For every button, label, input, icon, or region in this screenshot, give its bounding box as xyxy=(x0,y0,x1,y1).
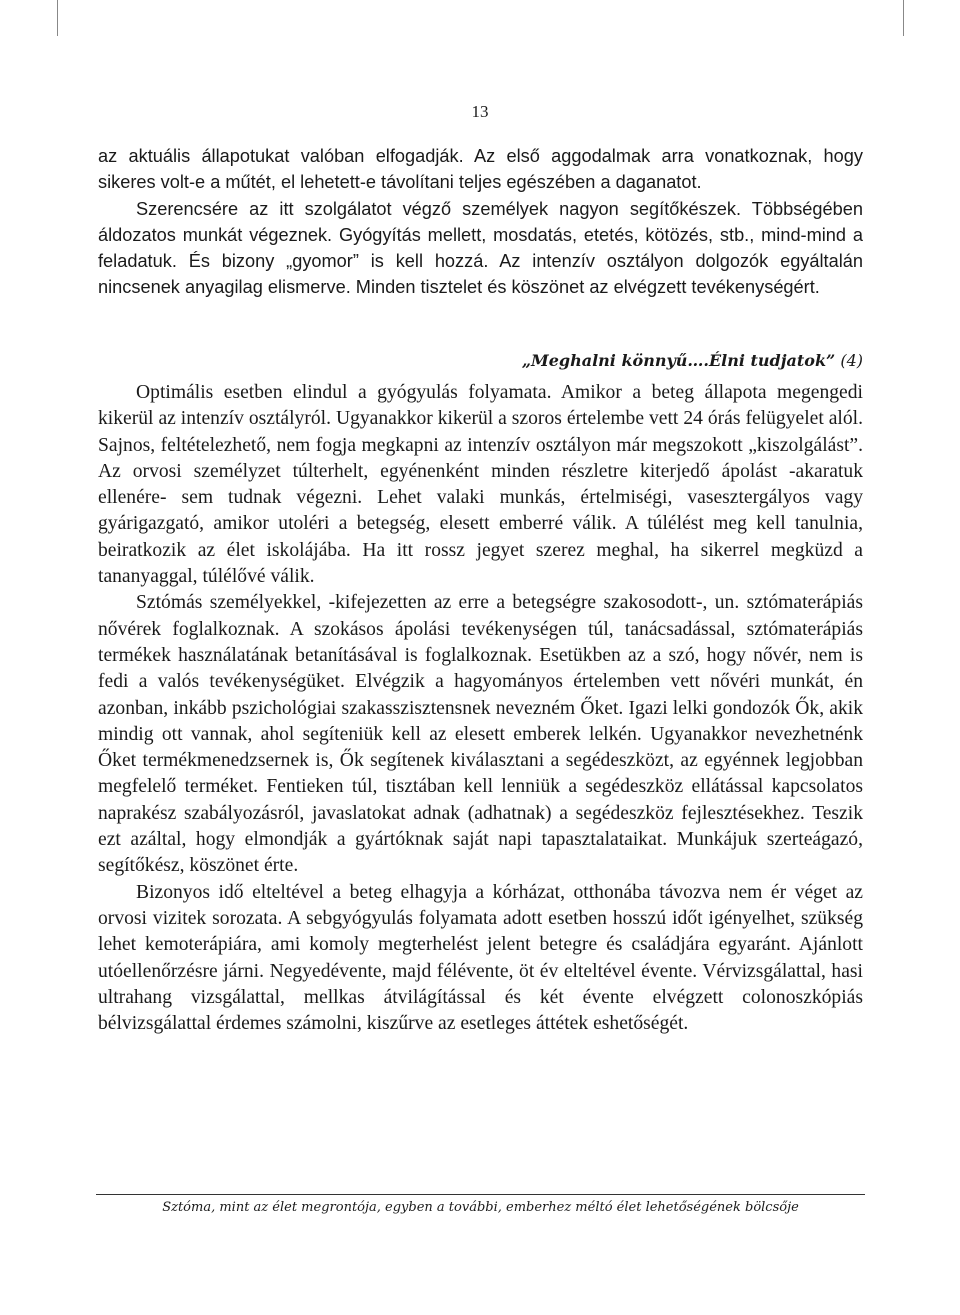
intro-text-block xyxy=(98,143,863,301)
section-heading xyxy=(98,349,863,373)
intro-paragraph-2: Szerencsére az itt szolgálatot végző személyek nagyon segítőkészek. Többségében áldozatos munkát végeznek. Gyógyítás mellett, mosdatás, etetés, kötözés, stb., mind-mind a feladatuk. És bizony „gyomor” is kell hozzá. Az intenzív osztályon dolgozók egyáltalán nincsenek anyagilag elismerve. Minden tisztelet és köszönet az elvégzett tevékenységért. xyxy=(98,198,863,298)
intro-paragraph-1: az aktuális állapotukat valóban elfogadják. Az első aggodalmak arra vonatkoznak, hogy sikeres volt-e a műtét, el lehetett-e távolítani teljes egészében a daganatot. xyxy=(98,146,863,193)
body-paragraph-2: Sztómás személyekkel, -kifejezetten az erre a betegségre szakosodott-, un. sztómaterápiás nővérek foglalkoznak. A szokásos ápolási tevékenységen túl, tanácsadással, sztómaterápiás termékek használatának betanításával is foglalkoznak. Esetükben az a szó, hogy nővér, nem is fedi a valós tevékenységüket. Elvégzik a hagyományos értelemben vett nővéri munkát, én azonban, inkább pszichológiai szakasszisztensnek nevezném Őket. Igazi lelki gondozók Ők, akik mindig ott vannak, ahol segíteniük kell az elesett emberek lelkén. Ugyanakkor nevezhetnénk Őket termékmenedzsernek is, Ők segítenek kiválasztani a segédeszközt, az egyénnek legjobban megfelelő terméket. Fentieken túl, tisztában kell lenniük a segédeszköz ellátással kapcsolatos naprakész szabályozásról, javaslatokat adnak (adhatnak) a segédeszköz fejlesztésekhez. Teszik ezt azáltal, hogy elmondják a gyártóknak saját napi tapasztalataikat. Munkájuk szerteágazó, segítőkész, köszönet érte. xyxy=(98,592,863,877)
section-heading-number: (4) xyxy=(835,351,863,370)
footer-divider xyxy=(96,1194,865,1195)
page-number: 13 xyxy=(471,102,489,121)
running-footer: Sztóma, mint az élet megrontója, egyben a további, emberhez méltó élet lehetőségének bölcsője xyxy=(162,1200,799,1215)
body-paragraph-3: Bizonyos idő elteltével a beteg elhagyja a kórházat, otthonába távozva nem ér véget az orvosi vizitek sorozata. A sebgyógyulás folyamata adott esetben hosszú időt igényelhet, szükség lehet kemoterápiára, ami komoly megterhelést jelent betegre és családjára egyaránt. Ajánlott utóellenőrzésre járni. Negyedévente, majd félévente, öt év elteltével évente. Vérvizsgálattal, hasi ultrahang vizsgálattal, mellkas átvilágítással és két évente elvégzett colonoszkópiás bélvizsgálattal érdemes számolni, kiszűrve az esetleges áttétek eshetőségét. xyxy=(98,881,863,1035)
crop-mark-left xyxy=(57,0,58,36)
section-heading-quote: „Meghalni könnyű….Élni tudjatok” xyxy=(521,351,836,370)
body-paragraph-1: Optimális esetben elindul a gyógyulás folyamata. Amikor a beteg állapota megengedi kikerül az intenzív osztályról. Ugyanakkor kikerül a szoros értelembe vett 24 órás felügyelet alól. Sajnos, feltételezhető, nem fogja megkapni az intenzív osztályon már megszokott „kiszolgálást”. Az orvosi személyzet túlterhelt, egyénenként minden részletre kiterjedő ápolást -akaratuk ellenére- sem tudnak végezni. Lehet valaki munkás, értelmiségi, vasesztergályos vagy gyárigazgató, amikor utoléri a betegség, elesett emberré válik. A túlélést meg kell tanulnia, beiratkozik az élet iskolájába. Ha itt rossz jegyet szerez meghal, ha sikerrel megküzd a tananyaggal, túlélővé válik. xyxy=(98,382,863,588)
crop-mark-right xyxy=(903,0,904,36)
body-text-block xyxy=(98,380,863,1037)
